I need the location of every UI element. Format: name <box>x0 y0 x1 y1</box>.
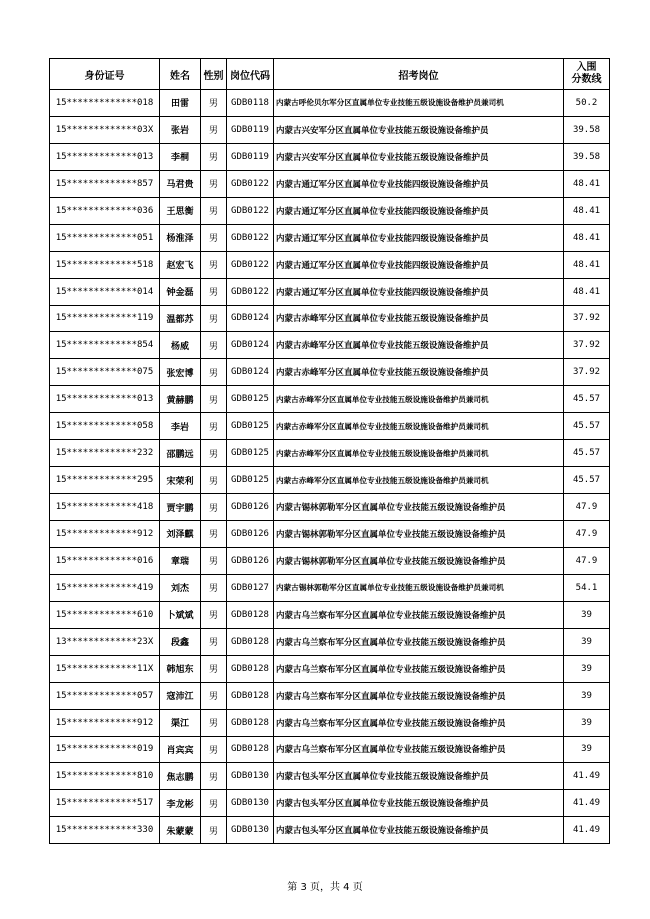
position-cell: 内蒙古通辽军分区直属单位专业技能四级设施设备维护员 <box>274 278 564 305</box>
gender-cell: 男 <box>201 628 227 655</box>
table-row <box>50 359 610 386</box>
score-cell: 39.58 <box>564 143 610 170</box>
score-cell: 48.41 <box>564 278 610 305</box>
position-cell: 内蒙古赤峰军分区直属单位专业技能五级设施设备维护员兼司机 <box>274 386 564 413</box>
name-cell: 李桐 <box>160 143 201 170</box>
score-cell: 45.57 <box>564 386 610 413</box>
table-row <box>50 305 610 332</box>
id-cell: 15*************810 <box>50 763 160 790</box>
table-row <box>50 386 610 413</box>
position-code-cell: GDB0130 <box>227 817 274 844</box>
gender-cell: 男 <box>201 251 227 278</box>
position-code-cell: GDB0125 <box>227 440 274 467</box>
gender-cell: 男 <box>201 574 227 601</box>
id-cell: 15*************019 <box>50 736 160 763</box>
score-cell: 41.49 <box>564 790 610 817</box>
position-code-cell: GDB0127 <box>227 574 274 601</box>
position-code-cell: GDB0122 <box>227 278 274 305</box>
gender-cell: 男 <box>201 763 227 790</box>
score-cell: 47.9 <box>564 521 610 548</box>
score-cell: 45.57 <box>564 440 610 467</box>
position-code-cell: GDB0124 <box>227 332 274 359</box>
id-cell: 15*************418 <box>50 494 160 521</box>
id-cell: 15*************013 <box>50 386 160 413</box>
position-cell: 内蒙古赤峰军分区直属单位专业技能五级设施设备维护员 <box>274 332 564 359</box>
position-cell: 内蒙古乌兰察布军分区直属单位专业技能五级设施设备维护员 <box>274 655 564 682</box>
position-cell: 内蒙古乌兰察布军分区直属单位专业技能五级设施设备维护员 <box>274 736 564 763</box>
table-row <box>50 197 610 224</box>
name-cell: 渠江 <box>160 709 201 736</box>
table-body <box>50 90 610 844</box>
id-cell: 15*************295 <box>50 467 160 494</box>
position-cell: 内蒙古乌兰察布军分区直属单位专业技能五级设施设备维护员 <box>274 601 564 628</box>
position-code-cell: GDB0124 <box>227 359 274 386</box>
table-header <box>50 59 610 90</box>
score-cell: 39 <box>564 736 610 763</box>
position-cell: 内蒙古乌兰察布军分区直属单位专业技能五级设施设备维护员 <box>274 709 564 736</box>
name-cell: 焦志鹏 <box>160 763 201 790</box>
table-row <box>50 817 610 844</box>
gender-cell: 男 <box>201 655 227 682</box>
score-cell: 54.1 <box>564 574 610 601</box>
gender-cell: 男 <box>201 359 227 386</box>
id-cell: 15*************517 <box>50 790 160 817</box>
position-cell: 内蒙古赤峰军分区直属单位专业技能五级设施设备维护员兼司机 <box>274 413 564 440</box>
position-cell: 内蒙古包头军分区直属单位专业技能五级设施设备维护员 <box>274 817 564 844</box>
gender-cell: 男 <box>201 305 227 332</box>
position-cell: 内蒙古呼伦贝尔军分区直属单位专业技能五级设施设备维护员兼司机 <box>274 90 564 117</box>
gender-cell: 男 <box>201 521 227 548</box>
table-row <box>50 170 610 197</box>
table-row <box>50 547 610 574</box>
gender-cell: 男 <box>201 224 227 251</box>
score-cell: 45.57 <box>564 467 610 494</box>
id-cell: 13*************23X <box>50 628 160 655</box>
score-cell: 39 <box>564 628 610 655</box>
position-code-cell: GDB0125 <box>227 386 274 413</box>
score-cell: 48.41 <box>564 251 610 278</box>
gender-cell: 男 <box>201 170 227 197</box>
position-cell: 内蒙古赤峰军分区直属单位专业技能五级设施设备维护员 <box>274 305 564 332</box>
score-cell: 48.41 <box>564 224 610 251</box>
table-row <box>50 116 610 143</box>
gender-cell: 男 <box>201 547 227 574</box>
page-footer: 第 3 页，共 4 页 <box>287 882 363 893</box>
score-cell: 47.9 <box>564 494 610 521</box>
table-row <box>50 655 610 682</box>
name-cell: 宋荣利 <box>160 467 201 494</box>
gender-cell: 男 <box>201 817 227 844</box>
table-row <box>50 440 610 467</box>
header-id: 身份证号 <box>50 59 160 90</box>
header-position: 招考岗位 <box>274 59 564 90</box>
position-code-cell: GDB0125 <box>227 413 274 440</box>
name-cell: 朱蒙蒙 <box>160 817 201 844</box>
position-code-cell: GDB0118 <box>227 90 274 117</box>
gender-cell: 男 <box>201 413 227 440</box>
score-cell: 41.49 <box>564 817 610 844</box>
table-row <box>50 90 610 117</box>
name-cell: 张岩 <box>160 116 201 143</box>
position-code-cell: GDB0126 <box>227 494 274 521</box>
table-row <box>50 467 610 494</box>
score-cell: 37.92 <box>564 332 610 359</box>
table-row <box>50 224 610 251</box>
gender-cell: 男 <box>201 143 227 170</box>
position-cell: 内蒙古通辽军分区直属单位专业技能四级设施设备维护员 <box>274 170 564 197</box>
table-row <box>50 251 610 278</box>
id-cell: 15*************075 <box>50 359 160 386</box>
position-code-cell: GDB0125 <box>227 467 274 494</box>
score-cell: 39 <box>564 709 610 736</box>
score-cell: 41.49 <box>564 763 610 790</box>
header-position-code: 岗位代码 <box>227 59 274 90</box>
position-code-cell: GDB0122 <box>227 170 274 197</box>
score-cell: 47.9 <box>564 547 610 574</box>
table-row <box>50 521 610 548</box>
header-score <box>564 59 610 90</box>
position-code-cell: GDB0126 <box>227 547 274 574</box>
id-cell: 15*************518 <box>50 251 160 278</box>
position-code-cell: GDB0128 <box>227 601 274 628</box>
table-row <box>50 332 610 359</box>
name-cell: 杨威 <box>160 332 201 359</box>
position-code-cell: GDB0128 <box>227 628 274 655</box>
header-row <box>50 59 610 90</box>
position-cell: 内蒙古通辽军分区直属单位专业技能四级设施设备维护员 <box>274 224 564 251</box>
name-cell: 肖宾宾 <box>160 736 201 763</box>
position-cell: 内蒙古通辽军分区直属单位专业技能四级设施设备维护员 <box>274 197 564 224</box>
id-cell: 15*************03X <box>50 116 160 143</box>
position-code-cell: GDB0128 <box>227 709 274 736</box>
name-cell: 寇沛江 <box>160 682 201 709</box>
position-code-cell: GDB0128 <box>227 655 274 682</box>
position-cell: 内蒙古乌兰察布军分区直属单位专业技能五级设施设备维护员 <box>274 628 564 655</box>
name-cell: 章瑞 <box>160 547 201 574</box>
id-cell: 15*************058 <box>50 413 160 440</box>
id-cell: 15*************330 <box>50 817 160 844</box>
gender-cell: 男 <box>201 386 227 413</box>
gender-cell: 男 <box>201 197 227 224</box>
id-cell: 15*************912 <box>50 709 160 736</box>
name-cell: 刘杰 <box>160 574 201 601</box>
candidate-table <box>49 58 610 844</box>
position-cell: 内蒙古兴安军分区直属单位专业技能五级设施设备维护员 <box>274 116 564 143</box>
gender-cell: 男 <box>201 332 227 359</box>
position-cell: 内蒙古锡林郭勒军分区直属单位专业技能五级设施设备维护员兼司机 <box>274 574 564 601</box>
gender-cell: 男 <box>201 790 227 817</box>
name-cell: 温都苏 <box>160 305 201 332</box>
name-cell: 张宏博 <box>160 359 201 386</box>
name-cell: 韩旭东 <box>160 655 201 682</box>
score-cell: 48.41 <box>564 170 610 197</box>
position-cell: 内蒙古乌兰察布军分区直属单位专业技能五级设施设备维护员 <box>274 682 564 709</box>
name-cell: 刘泽麒 <box>160 521 201 548</box>
id-cell: 15*************119 <box>50 305 160 332</box>
name-cell: 卜斌斌 <box>160 601 201 628</box>
position-code-cell: GDB0119 <box>227 143 274 170</box>
name-cell: 田雷 <box>160 90 201 117</box>
table-row <box>50 278 610 305</box>
id-cell: 15*************610 <box>50 601 160 628</box>
score-cell: 39 <box>564 682 610 709</box>
id-cell: 15*************857 <box>50 170 160 197</box>
id-cell: 15*************11X <box>50 655 160 682</box>
position-cell: 内蒙古锡林郭勒军分区直属单位专业技能五级设施设备维护员 <box>274 547 564 574</box>
gender-cell: 男 <box>201 736 227 763</box>
id-cell: 15*************016 <box>50 547 160 574</box>
table-row <box>50 790 610 817</box>
gender-cell: 男 <box>201 440 227 467</box>
position-code-cell: GDB0128 <box>227 682 274 709</box>
gender-cell: 男 <box>201 116 227 143</box>
id-cell: 15*************912 <box>50 521 160 548</box>
table-row <box>50 709 610 736</box>
id-cell: 15*************013 <box>50 143 160 170</box>
id-cell: 15*************051 <box>50 224 160 251</box>
name-cell: 段鑫 <box>160 628 201 655</box>
position-code-cell: GDB0122 <box>227 251 274 278</box>
position-cell: 内蒙古包头军分区直属单位专业技能五级设施设备维护员 <box>274 763 564 790</box>
score-cell: 45.57 <box>564 413 610 440</box>
name-cell: 邵鹏远 <box>160 440 201 467</box>
position-cell: 内蒙古赤峰军分区直属单位专业技能五级设施设备维护员兼司机 <box>274 467 564 494</box>
id-cell: 15*************014 <box>50 278 160 305</box>
position-code-cell: GDB0119 <box>227 116 274 143</box>
header-score-line1: 入围 <box>576 62 597 73</box>
score-cell: 37.92 <box>564 305 610 332</box>
header-gender: 性别 <box>201 59 227 90</box>
table-row <box>50 682 610 709</box>
gender-cell: 男 <box>201 682 227 709</box>
table-row <box>50 763 610 790</box>
table-row <box>50 143 610 170</box>
score-cell: 37.92 <box>564 359 610 386</box>
position-cell: 内蒙古赤峰军分区直属单位专业技能五级设施设备维护员 <box>274 359 564 386</box>
score-cell: 39 <box>564 655 610 682</box>
position-cell: 内蒙古兴安军分区直属单位专业技能五级设施设备维护员 <box>274 143 564 170</box>
table-row <box>50 494 610 521</box>
gender-cell: 男 <box>201 494 227 521</box>
score-cell: 50.2 <box>564 90 610 117</box>
id-cell: 15*************036 <box>50 197 160 224</box>
name-cell: 钟金磊 <box>160 278 201 305</box>
position-code-cell: GDB0124 <box>227 305 274 332</box>
position-code-cell: GDB0130 <box>227 790 274 817</box>
id-cell: 15*************419 <box>50 574 160 601</box>
name-cell: 李龙彬 <box>160 790 201 817</box>
table-row <box>50 574 610 601</box>
position-cell: 内蒙古赤峰军分区直属单位专业技能五级设施设备维护员兼司机 <box>274 440 564 467</box>
name-cell: 马君贵 <box>160 170 201 197</box>
name-cell: 赵宏飞 <box>160 251 201 278</box>
score-cell: 39.58 <box>564 116 610 143</box>
position-code-cell: GDB0128 <box>227 736 274 763</box>
score-cell: 39 <box>564 601 610 628</box>
position-code-cell: GDB0130 <box>227 763 274 790</box>
header-name: 姓名 <box>160 59 201 90</box>
position-code-cell: GDB0122 <box>227 224 274 251</box>
score-cell: 48.41 <box>564 197 610 224</box>
table-row <box>50 736 610 763</box>
name-cell: 李岩 <box>160 413 201 440</box>
id-cell: 15*************057 <box>50 682 160 709</box>
gender-cell: 男 <box>201 467 227 494</box>
name-cell: 黄赫鹏 <box>160 386 201 413</box>
table-row <box>50 413 610 440</box>
position-cell: 内蒙古锡林郭勒军分区直属单位专业技能五级设施设备维护员 <box>274 521 564 548</box>
position-code-cell: GDB0122 <box>227 197 274 224</box>
id-cell: 15*************018 <box>50 90 160 117</box>
position-cell: 内蒙古通辽军分区直属单位专业技能四级设施设备维护员 <box>274 251 564 278</box>
position-code-cell: GDB0126 <box>227 521 274 548</box>
name-cell: 贾宇鹏 <box>160 494 201 521</box>
id-cell: 15*************854 <box>50 332 160 359</box>
gender-cell: 男 <box>201 709 227 736</box>
header-score-line2: 分数线 <box>571 74 602 85</box>
gender-cell: 男 <box>201 278 227 305</box>
table-row <box>50 601 610 628</box>
name-cell: 王思衡 <box>160 197 201 224</box>
name-cell: 杨淮泽 <box>160 224 201 251</box>
position-cell: 内蒙古锡林郭勒军分区直属单位专业技能五级设施设备维护员 <box>274 494 564 521</box>
gender-cell: 男 <box>201 90 227 117</box>
position-cell: 内蒙古包头军分区直属单位专业技能五级设施设备维护员 <box>274 790 564 817</box>
table-row <box>50 628 610 655</box>
id-cell: 15*************232 <box>50 440 160 467</box>
gender-cell: 男 <box>201 601 227 628</box>
